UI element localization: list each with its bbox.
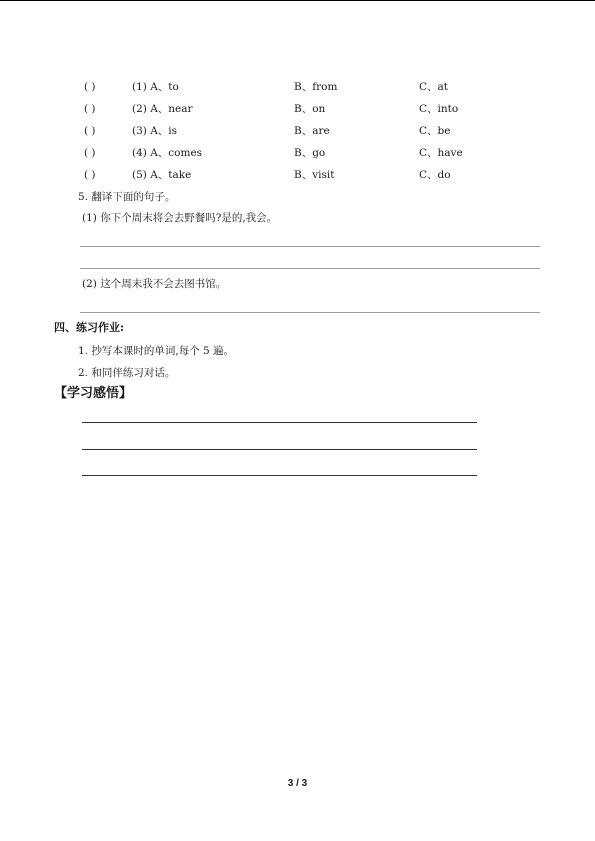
option-b: B、visit [294,169,335,181]
answer-line[interactable] [80,246,540,247]
option-b: B、go [294,147,326,159]
page-number: 3 / 3 [287,778,308,789]
choice-row [84,145,504,161]
reflection-heading: 【学习感悟】 [54,386,133,401]
answer-line[interactable] [80,268,540,269]
option-a: (4) A、comes [132,147,203,159]
answer-line[interactable] [80,312,540,313]
homework-heading: 四、练习作业: [54,321,125,334]
answer-blank: ( ) [84,103,96,115]
option-c: C、at [419,81,449,93]
option-c: C、into [419,103,459,115]
translate-heading: 5. 翻译下面的句子。 [78,191,176,203]
reflection-line[interactable] [82,422,477,423]
answer-blank: ( ) [84,125,96,137]
option-a: (2) A、near [132,103,193,115]
option-b: B、from [294,81,338,93]
homework-item-2: 2. 和同伴练习对话。 [78,367,176,379]
option-a: (1) A、to [132,81,179,93]
option-c: C、be [419,125,451,137]
translate-question-1: (1) 你下个周末将会去野餐吗?是的,我会。 [82,212,278,224]
reflection-line[interactable] [82,449,477,450]
option-a: (3) A、is [132,125,178,137]
translate-question-2: (2) 这个周末我不会去图书馆。 [82,278,227,290]
reflection-line[interactable] [82,475,477,476]
choice-row [84,123,504,139]
option-c: C、have [419,147,463,159]
choice-row [84,101,504,117]
option-b: B、are [294,125,330,137]
choice-row [84,79,504,95]
choice-row [84,167,504,183]
answer-blank: ( ) [84,147,96,159]
option-a: (5) A、take [132,169,192,181]
homework-item-1: 1. 抄写本课时的单词,每个 5 遍。 [78,345,235,357]
answer-blank: ( ) [84,81,96,93]
answer-blank: ( ) [84,169,96,181]
option-c: C、do [419,169,451,181]
option-b: B、on [294,103,326,115]
